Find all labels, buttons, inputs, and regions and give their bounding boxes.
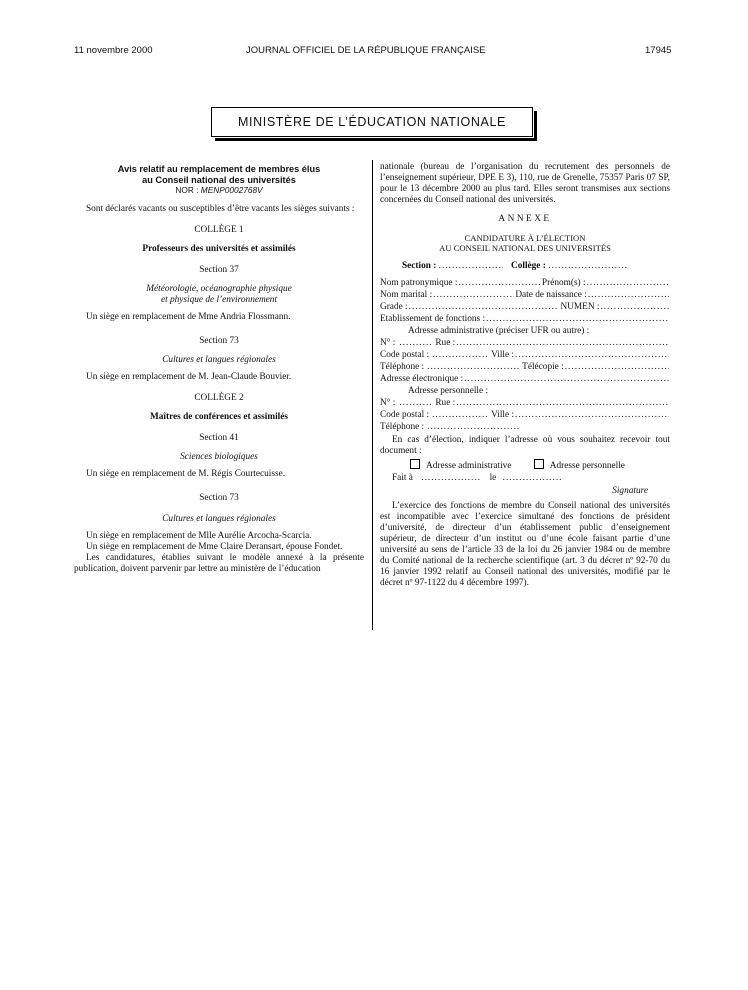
admin-no-field[interactable] [399,338,431,349]
section-73a-heading: Section 73 [199,336,239,346]
intro-paragraph: Sont déclarés vacants ou susceptibles d’être vacants les sièges suivants : [86,204,355,214]
section-label: Section : [402,261,437,271]
nor-reference [74,185,364,196]
college-1-title: Professeurs des universités et assimilés [142,244,296,254]
form-line-nom [380,277,670,289]
form-line-admin-tel [380,361,670,373]
form-line-perso-ville [380,409,670,421]
notice-title-line2: au Conseil national des universités [142,174,296,185]
perso-tel-field[interactable] [427,422,519,433]
fait-line [380,472,670,484]
fait-a-label: Fait à [392,473,413,483]
incompatibility-note: L’exercice des fonctions de membre du Conseil national des universités est incompatible avec l’exercice simultané des fonctions de président d’université, de directeur d’un établissement public d’enseignement supérieur, de directeur d’un institut ou d’une école faisant partie d’une université au sens de l’article 33 de la loi du 26 janvier 1984 ou de membre du Comité national de la recherche scientifique (art. 3 du décret nº 92-70 du 16 janvier 1992 relatif au Conseil national des universités, modifié par le décret nº 97-1122 du 4 décembre 1997). [380,501,670,588]
le-label: le [489,473,497,483]
form-line-admin-ville [380,349,670,361]
admin-ville-field[interactable] [515,350,669,361]
form-line-perso-rue [380,397,670,409]
numen-label: NUMEN : [560,302,600,312]
ministry-banner: MINISTÈRE DE L’ÉDUCATION NATIONALE [211,107,533,137]
college-field[interactable] [548,261,628,272]
college-2-title: Maîtres de conférences et assimilés [149,412,289,422]
fait-a-field[interactable] [421,472,481,484]
notice-title-line1: Avis relatif au remplacement de membres élus [117,164,321,174]
left-column [74,164,364,575]
college-1-heading: COLLÈGE 1 [194,225,244,235]
continued-paragraph: nationale (bureau de l’organisation du recrutement des personnels de l’enseignement supérieur, DPE E 3), 110, rue de Grenelle, 75357 Paris 07 SP, pour le 13 décembre 2000 au plus tard. Elles seront transmises aux sections concernées du Conseil national des universités. [380,162,670,205]
admin-checkbox[interactable] [410,459,420,469]
section-41-heading: Section 41 [199,433,239,443]
journal-title: JOURNAL OFFICIEL DE LA RÉPUBLIQUE FRANÇAISE [246,45,486,56]
date-naissance-label: Date de naissance : [515,290,587,300]
header-date: 11 novembre 2000 [74,45,153,56]
email-field[interactable] [464,374,669,385]
admin-cp-label: Code postal : [380,350,430,360]
admin-no-label: N° : [380,338,396,348]
candidature-title-line2: AU CONSEIL NATIONAL DES UNIVERSITÉS [439,243,611,253]
nom-marital-field[interactable] [433,290,514,301]
numen-field[interactable] [600,302,669,313]
annexe-heading: ANNEXE [498,214,552,224]
admin-fax-field[interactable] [565,362,669,373]
column-divider [372,160,373,630]
nor-label: NOR : [175,185,199,195]
date-naissance-field[interactable] [588,290,669,301]
college-label: Collège : [511,261,546,271]
admin-cp-field[interactable] [432,350,488,361]
perso-no-field[interactable] [399,398,431,409]
section-73a-subject: Cultures et langues régionales [162,355,276,365]
perso-ville-label: Ville : [491,410,515,420]
section-37-subject-line1: Météorologie, océanographie physique [146,284,292,294]
le-field[interactable] [503,472,563,484]
perso-ville-field[interactable] [515,410,669,421]
college-2-heading: COLLÈGE 2 [194,393,244,403]
section-41-seat: Un siège en remplacement de M. Régis Courtecuisse. [86,469,286,479]
envoi-options [380,459,670,472]
section-37-seat: Un siège en remplacement de Mme Andria Flossmann. [86,312,291,322]
form-line-grade [380,301,670,313]
adresse-perso-heading: Adresse personnelle : [408,386,489,396]
nom-patronymique-field[interactable] [458,278,540,289]
adresse-admin-heading: Adresse administrative (préciser UFR ou autre) : [408,326,590,336]
admin-rue-field[interactable] [456,338,669,349]
form-line-etablissement [380,313,670,325]
perso-rue-field[interactable] [456,398,669,409]
perso-checkbox[interactable] [534,459,544,469]
section-37-heading: Section 37 [199,265,239,275]
form-line-email [380,373,670,385]
closing-paragraph: Les candidatures, établies suivant le modèle annexé à la présente publication, doivent parvenir par lettre au ministère de l’éducation [74,553,364,574]
nor-value: MENP0002768V [200,185,263,195]
signature-label: Signature [612,486,648,496]
admin-tel-label: Téléphone : [380,362,425,372]
form-line-marital [380,289,670,301]
section-73a-seat: Un siège en remplacement de M. Jean-Claude Bouvier. [86,372,292,382]
form-line-admin-rue [380,337,670,349]
perso-no-label: N° : [380,398,396,408]
candidature-title-line1: CANDIDATURE À L’ÉLECTION [464,233,586,243]
form-line-perso-tel [380,421,670,433]
grade-field[interactable] [409,302,560,313]
section-73b-seat-1: Un siège en remplacement de Mlle Aurélie Arcocha-Scarcia. [86,531,312,541]
page-number: 17945 [645,45,672,56]
admin-tel-field[interactable] [427,362,519,373]
perso-checkbox-label: Adresse personnelle [549,461,625,471]
perso-tel-label: Téléphone : [380,422,425,432]
nom-patronymique-label: Nom patronymique : [380,278,458,288]
admin-checkbox-label: Adresse administrative [426,461,512,471]
envoi-instruction: En cas d’élection, indiquer l’adresse où vous souhaitez recevoir tout document : [380,435,670,456]
perso-cp-label: Code postal : [380,410,430,420]
grade-label: Grade : [380,302,408,312]
perso-cp-field[interactable] [432,410,488,421]
prenoms-field[interactable] [587,278,669,289]
section-73b-seat-2: Un siège en remplacement de Mme Claire Deransart, épouse Fondet. [86,542,343,552]
etablissement-field[interactable] [486,314,669,325]
section-37-subject-line2: et physique de l’environnement [160,295,278,305]
admin-fax-label: Télécopie : [522,362,564,372]
email-label: Adresse électronique : [380,374,464,384]
perso-rue-label: Rue : [435,398,456,408]
admin-ville-label: Ville : [491,350,515,360]
etablissement-label: Etablissement de fonctions : [380,314,486,324]
section-73b-heading: Section 73 [199,493,239,503]
right-column [380,162,670,589]
section-field[interactable] [439,261,503,272]
section-college-line [380,261,670,273]
section-73b-subject: Cultures et langues régionales [162,514,276,524]
admin-rue-label: Rue : [435,338,456,348]
nom-marital-label: Nom marital : [380,290,433,300]
section-41-subject: Sciences biologiques [180,452,258,462]
prenoms-label: Prénom(s) : [541,278,586,288]
